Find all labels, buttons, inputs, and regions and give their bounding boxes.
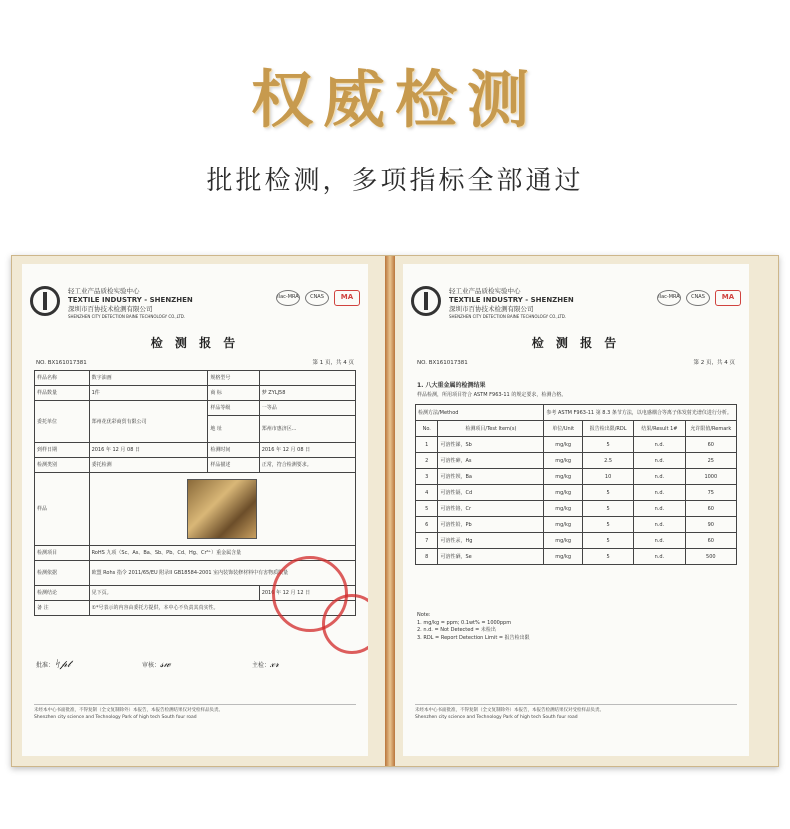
table-cell-no: 8 (416, 549, 438, 565)
certificate-frame (11, 255, 779, 767)
lab-en-name: SHENZHEN CITY DETECTION BAINE TECHNOLOGY CO.,LTD. (68, 313, 186, 319)
sample-photo (187, 479, 257, 539)
table-cell-unit: mg/kg (544, 437, 583, 453)
accreditation-marks (276, 290, 360, 306)
table-cell-unit: mg/kg (544, 469, 583, 485)
frame-divider (385, 256, 395, 766)
table-row: 检测类别 委托检测 样品描述 正常，符合检测要求。 (35, 458, 356, 473)
table-cell-rdl: 2.5 (582, 453, 633, 469)
table-row (416, 533, 737, 549)
headline: 权威检测 (250, 63, 539, 136)
table-cell-unit: mg/kg (544, 485, 583, 501)
table-cell-limit: 75 (685, 485, 736, 501)
table-row (416, 517, 737, 533)
table-row: 样品数量 1件 商 标 梦 ZYLJ58 (35, 386, 356, 401)
table-cell-limit: 1000 (685, 469, 736, 485)
table-cell-rdl: 5 (582, 501, 633, 517)
table-cell-rdl: 5 (582, 517, 633, 533)
table-row: 检测方法/Method 参考 ASTM F963-11 第 8.3 条节方法，以电感耦合等离子体发射光谱仪进行分析。 (416, 405, 737, 421)
table-cell-no: 6 (416, 517, 438, 533)
lab-info (68, 287, 193, 319)
table-cell-item: 可溶性汞，Hg (438, 533, 544, 549)
ilac-mark-icon: ilac-MRA (276, 290, 300, 306)
table-cell-item: 可溶性镉，Cd (438, 485, 544, 501)
table-row: 备 注 ①*号表示的内容由委托方提供，本中心不负责其真实性。 (35, 601, 356, 616)
section-title: 1. 八大重金属的检测结果 (417, 382, 486, 389)
report-page-1 (22, 264, 368, 756)
table-cell-item: 可溶性硒，Se (438, 549, 544, 565)
table-cell-no: 5 (416, 501, 438, 517)
signature-review: 审核：𝓈𝓌 (142, 659, 171, 670)
report-page-2 (403, 264, 749, 756)
table-cell-unit: mg/kg (544, 453, 583, 469)
lab-info: 轻工业产品质检实验中心 TEXTILE INDUSTRY - SHENZHEN 深圳市百协技术检测有限公司 SHENZHEN CITY DETECTION BAINE TECHNOLOGY CO.,LTD. (449, 287, 574, 319)
report-title: 检 测 报 告 (150, 336, 240, 350)
lab-cn-top: 轻工业产品质检实验中心 (68, 287, 140, 295)
table-row (416, 453, 737, 469)
table-cell-unit: mg/kg (544, 549, 583, 565)
signature-approve: 批准：ᛋ𝓅𝓉 (36, 659, 71, 670)
page-number: 第 2 页，共 4 页 (693, 360, 735, 366)
table-body (416, 437, 737, 565)
table-cell-rdl: 10 (582, 469, 633, 485)
table-cell-no: 3 (416, 469, 438, 485)
accreditation-marks (657, 290, 741, 306)
table-cell-limit: 60 (685, 501, 736, 517)
report-number: NO. BX161017381 (36, 360, 87, 366)
cnas-mark-icon: CNAS (305, 290, 329, 306)
table-row (416, 549, 737, 565)
table-cell-no: 4 (416, 485, 438, 501)
table-cell-rdl: 5 (582, 485, 633, 501)
table-row: 检测结论 见下页。 2016 年 12 月 12 日 (35, 586, 356, 601)
table-cell-item: 可溶性锑，Sb (438, 437, 544, 453)
table-cell-limit: 500 (685, 549, 736, 565)
table-cell-result: n.d. (634, 485, 685, 501)
table-cell-item: 可溶性砷，As (438, 453, 544, 469)
table-row: 委托单位 郑州花优彩商贸有限公司 样品等级 一等品 (35, 401, 356, 416)
ma-mark-icon: MA (715, 290, 741, 306)
table-cell-result: n.d. (634, 453, 685, 469)
cnas-mark-icon: CNAS (686, 290, 710, 306)
table-cell-no: 2 (416, 453, 438, 469)
table-cell-limit: 60 (685, 437, 736, 453)
table-cell-result: n.d. (634, 533, 685, 549)
lab-logo-icon (30, 286, 60, 316)
table-cell-item: 可溶性铬，Cr (438, 501, 544, 517)
table-cell-rdl: 5 (582, 437, 633, 453)
table-notes: Note: 1. mg/kg = ppm; 0.1wt% = 1000ppm 2. n.d. = Not Detected = 未检出 3. RDL = Report Detection Limit = 报告检出限 (417, 612, 530, 641)
heavy-metals-table (415, 404, 737, 565)
table-row: 检测项目 RoHS 九项（Sc、As、Ba、Sb、Pb、Cd、Hg、Cr⁶⁺）重金属含量 (35, 546, 356, 561)
table-cell-result: n.d. (634, 501, 685, 517)
table-cell-unit: mg/kg (544, 533, 583, 549)
table-cell-item: 可溶性钡，Ba (438, 469, 544, 485)
table-row: 到样日期 2016 年 12 月 08 日 检测时间 2016 年 12 月 08 日 (35, 443, 356, 458)
table-header: No. 检测项目/Test Item(s) 单位/Unit 报告检出限/RDL 结果/Result 1# 允许限值/Remark (416, 421, 737, 437)
table-cell-limit: 60 (685, 533, 736, 549)
sample-label: 样品 (35, 473, 90, 546)
table-cell-item: 可溶性铅，Pb (438, 517, 544, 533)
table-cell-result: n.d. (634, 469, 685, 485)
table-row (35, 473, 356, 546)
table-cell-unit: mg/kg (544, 517, 583, 533)
table-cell-rdl: 5 (582, 533, 633, 549)
table-row (416, 485, 737, 501)
signature-inspect: 主检：𝓍𝓇 (252, 659, 279, 670)
table-row: 地 址 郑州市惠济区... (35, 416, 356, 443)
table-row (416, 469, 737, 485)
subline: 批批检测，多项指标全部通过 (206, 166, 584, 196)
table-row: 样品名称 数字油画 规格型号 (35, 371, 356, 386)
table-cell-limit: 90 (685, 517, 736, 533)
table-row: 检测依据 欧盟 Rohs 指令 2011/65/EU 附录II GB18584-2001 室内装饰装修材料中有害物质限量 (35, 561, 356, 586)
section-note: 样品检测，所用项目符合 ASTM F963-11 的规定要求，检测合格。 (417, 392, 567, 398)
report-footer: 未经本中心书面批准，不得复制（全文复制除外）本报告，本报告检测结果仅对受检样品负责。 Shenzhen city science and Technology Park of high tech South four road (34, 704, 356, 722)
table-row (416, 501, 737, 517)
lab-header (411, 284, 741, 318)
lab-cn-name: 深圳市百协技术检测有限公司 (68, 305, 153, 314)
lab-logo-icon (411, 286, 441, 316)
report-footer: 未经本中心书面批准，不得复制（全文复制除外）本报告，本报告检测结果仅对受检样品负责。 Shenzhen city science and Technology Park of high tech South four road (415, 704, 737, 722)
table-row (416, 437, 737, 453)
table-cell-unit: mg/kg (544, 501, 583, 517)
lab-header (30, 284, 360, 318)
page-number: 第 1 页，共 4 页 (312, 360, 354, 366)
table-cell-result: n.d. (634, 517, 685, 533)
lab-en: TEXTILE INDUSTRY - SHENZHEN (68, 295, 193, 304)
table-cell-no: 7 (416, 533, 438, 549)
table-cell-result: n.d. (634, 437, 685, 453)
report-number: NO. BX161017381 (417, 360, 468, 366)
official-stamp-icon (322, 594, 368, 654)
table-cell-rdl: 5 (582, 549, 633, 565)
table-cell-no: 1 (416, 437, 438, 453)
table-cell-limit: 25 (685, 453, 736, 469)
report-title: 检 测 报 告 (531, 336, 621, 350)
ma-mark-icon: MA (334, 290, 360, 306)
ilac-mark-icon: ilac-MRA (657, 290, 681, 306)
table-cell-result: n.d. (634, 549, 685, 565)
